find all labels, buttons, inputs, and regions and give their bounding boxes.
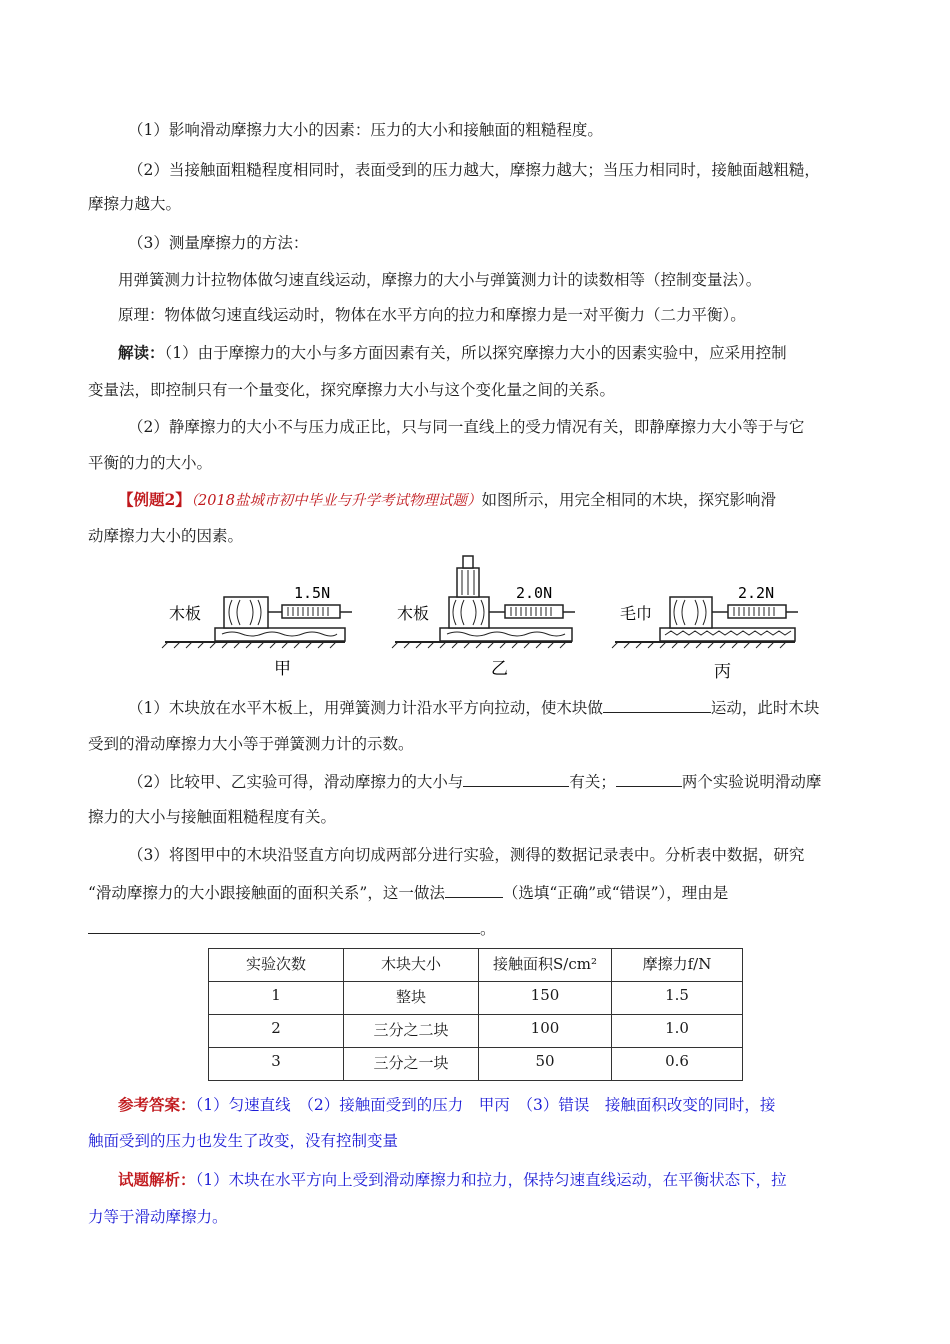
table-cell: 2 xyxy=(209,1015,344,1048)
table-cell: 1.5 xyxy=(612,982,743,1015)
answer-blank-2[interactable] xyxy=(463,771,569,787)
table-header-row xyxy=(209,949,743,982)
note-2b: 摩擦力越大。 xyxy=(88,195,182,213)
caption-yi: 乙 xyxy=(491,659,508,679)
example-line-b: 动摩擦力大小的因素。 xyxy=(88,527,244,545)
table-cell: 0.6 xyxy=(612,1048,743,1081)
table-header-cell: 木块大小 xyxy=(344,949,479,982)
reading-text: （1）由于摩擦力的大小与多方面因素有关，所以探究摩擦力大小的因素实验中，应采用控制 xyxy=(164,344,787,362)
table-cell: 三分之二块 xyxy=(344,1015,479,1048)
question-1b: 受到的滑动摩擦力大小等于弹簧测力计的示数。 xyxy=(88,735,414,753)
q2-text-a: （2）比较甲、乙实验可得，滑动摩擦力的大小与 xyxy=(128,773,464,791)
table-cell: 三分之一块 xyxy=(344,1048,479,1081)
answer-blank-5[interactable] xyxy=(88,918,480,934)
question-2b: 擦力的大小与接触面粗糙程度有关。 xyxy=(88,808,337,826)
reading-label: 解读： xyxy=(118,343,165,362)
note-3: （3）测量摩擦力的方法： xyxy=(128,234,309,252)
note-4: 用弹簧测力计拉物体做匀速直线运动，摩擦力的大小与弹簧测力计的读数相等（控制变量法）。 xyxy=(118,271,762,289)
surface-label-jia: 木板 xyxy=(169,604,202,623)
answer-label: 参考答案： xyxy=(118,1095,196,1114)
reading-label-bing: 2.2N xyxy=(738,584,775,602)
analysis-label: 试题解析： xyxy=(118,1170,196,1189)
table-cell: 1 xyxy=(209,982,344,1015)
question-3b xyxy=(88,882,728,903)
weight-knob xyxy=(463,556,473,568)
q3-text-a: “滑动摩擦力的大小跟接触面的面积关系”，这一做法 xyxy=(88,884,445,902)
surface-label-bing: 毛巾 xyxy=(620,604,653,623)
reading-2b: 平衡的力的大小。 xyxy=(88,454,213,472)
question-3c xyxy=(88,918,496,939)
example-line-a xyxy=(118,490,776,511)
table-header-cell: 接触面积S/cm² xyxy=(479,949,612,982)
answer-blank-3[interactable] xyxy=(616,771,682,787)
note-1: （1）影响滑动摩擦力大小的因素：压力的大小和接触面的粗糙程度。 xyxy=(128,121,603,139)
example-stem: 如图所示，用完全相同的木块，探究影响滑 xyxy=(481,491,776,509)
q2-text-b: 有关； xyxy=(569,773,616,791)
caption-jia: 甲 xyxy=(274,659,291,679)
board xyxy=(215,628,345,641)
q1-text-b: 运动，此时木块 xyxy=(710,699,820,717)
reading-label-jia: 1.5N xyxy=(294,584,331,602)
example-source: （2018盐城市初中毕业与升学考试物理试题） xyxy=(190,493,482,509)
panel-jia xyxy=(162,584,352,679)
q3-text-b: （选填“正确”或“错误”），理由是 xyxy=(502,884,729,902)
table-row xyxy=(209,1015,743,1048)
answer-text: （1）匀速直线 （2）接触面受到的压力 甲丙 （3）错误 接触面积改变的同时，接 xyxy=(195,1096,776,1114)
q1-text-a: （1）木块放在水平木板上，用弹簧测力计沿水平方向拉动，使木块做 xyxy=(128,699,603,717)
panel-yi xyxy=(392,556,575,679)
reading-label-yi: 2.0N xyxy=(516,584,553,602)
board xyxy=(440,628,572,641)
table-row xyxy=(209,982,743,1015)
table-cell: 3 xyxy=(209,1048,344,1081)
question-2a xyxy=(128,771,821,792)
panel-bing xyxy=(612,584,798,682)
towel xyxy=(660,628,795,641)
reading-2a: （2）静摩擦力的大小不与压力成正比，只与同一直线上的受力情况有关，即静摩擦力大小等于与它 xyxy=(128,418,805,436)
question-1a xyxy=(128,697,819,718)
spring-scale xyxy=(505,605,563,618)
example-tag: 【例题2】 xyxy=(118,490,191,509)
answer-line-2: 触面受到的压力也发生了改变，没有控制变量 xyxy=(88,1132,399,1150)
spring-scale xyxy=(282,605,340,618)
table-cell: 整块 xyxy=(344,982,479,1015)
table-header-cell: 实验次数 xyxy=(209,949,344,982)
answer-blank-4[interactable] xyxy=(445,882,503,898)
table-row xyxy=(209,1048,743,1081)
q2-text-c: 两个实验说明滑动摩 xyxy=(681,773,822,791)
q3-text-end: 。 xyxy=(480,920,496,938)
reading-1a xyxy=(118,343,787,363)
caption-bing: 丙 xyxy=(714,662,731,682)
answer-blank-1[interactable] xyxy=(603,697,711,713)
question-3a: （3）将图甲中的木块沿竖直方向切成两部分进行实验，测得的数据记录表中。分析表中数据，研究 xyxy=(128,846,805,864)
analysis-line-1 xyxy=(118,1170,787,1190)
data-table xyxy=(208,948,743,1081)
table-cell: 1.0 xyxy=(612,1015,743,1048)
table-cell: 150 xyxy=(479,982,612,1015)
experiment-figure xyxy=(160,548,820,688)
reading-1b: 变量法，即控制只有一个量变化，探究摩擦力大小与这个变化量之间的关系。 xyxy=(88,381,616,399)
note-2a: （2）当接触面粗糙程度相同时，表面受到的压力越大，摩擦力越大；当压力相同时，接触面越粗糙， xyxy=(128,161,820,179)
analysis-text: （1）木块在水平方向上受到滑动摩擦力和拉力，保持匀速直线运动，在平衡状态下，拉 xyxy=(195,1171,787,1189)
note-5: 原理：物体做匀速直线运动时，物体在水平方向的拉力和摩擦力是一对平衡力（二力平衡）。 xyxy=(118,306,746,324)
table-header-cell: 摩擦力f/N xyxy=(612,949,743,982)
spring-scale xyxy=(728,605,786,618)
table-cell: 50 xyxy=(479,1048,612,1081)
answer-line-1 xyxy=(118,1095,775,1115)
table-cell: 100 xyxy=(479,1015,612,1048)
analysis-line-2: 力等于滑动摩擦力。 xyxy=(88,1208,228,1226)
surface-label-yi: 木板 xyxy=(397,604,430,623)
